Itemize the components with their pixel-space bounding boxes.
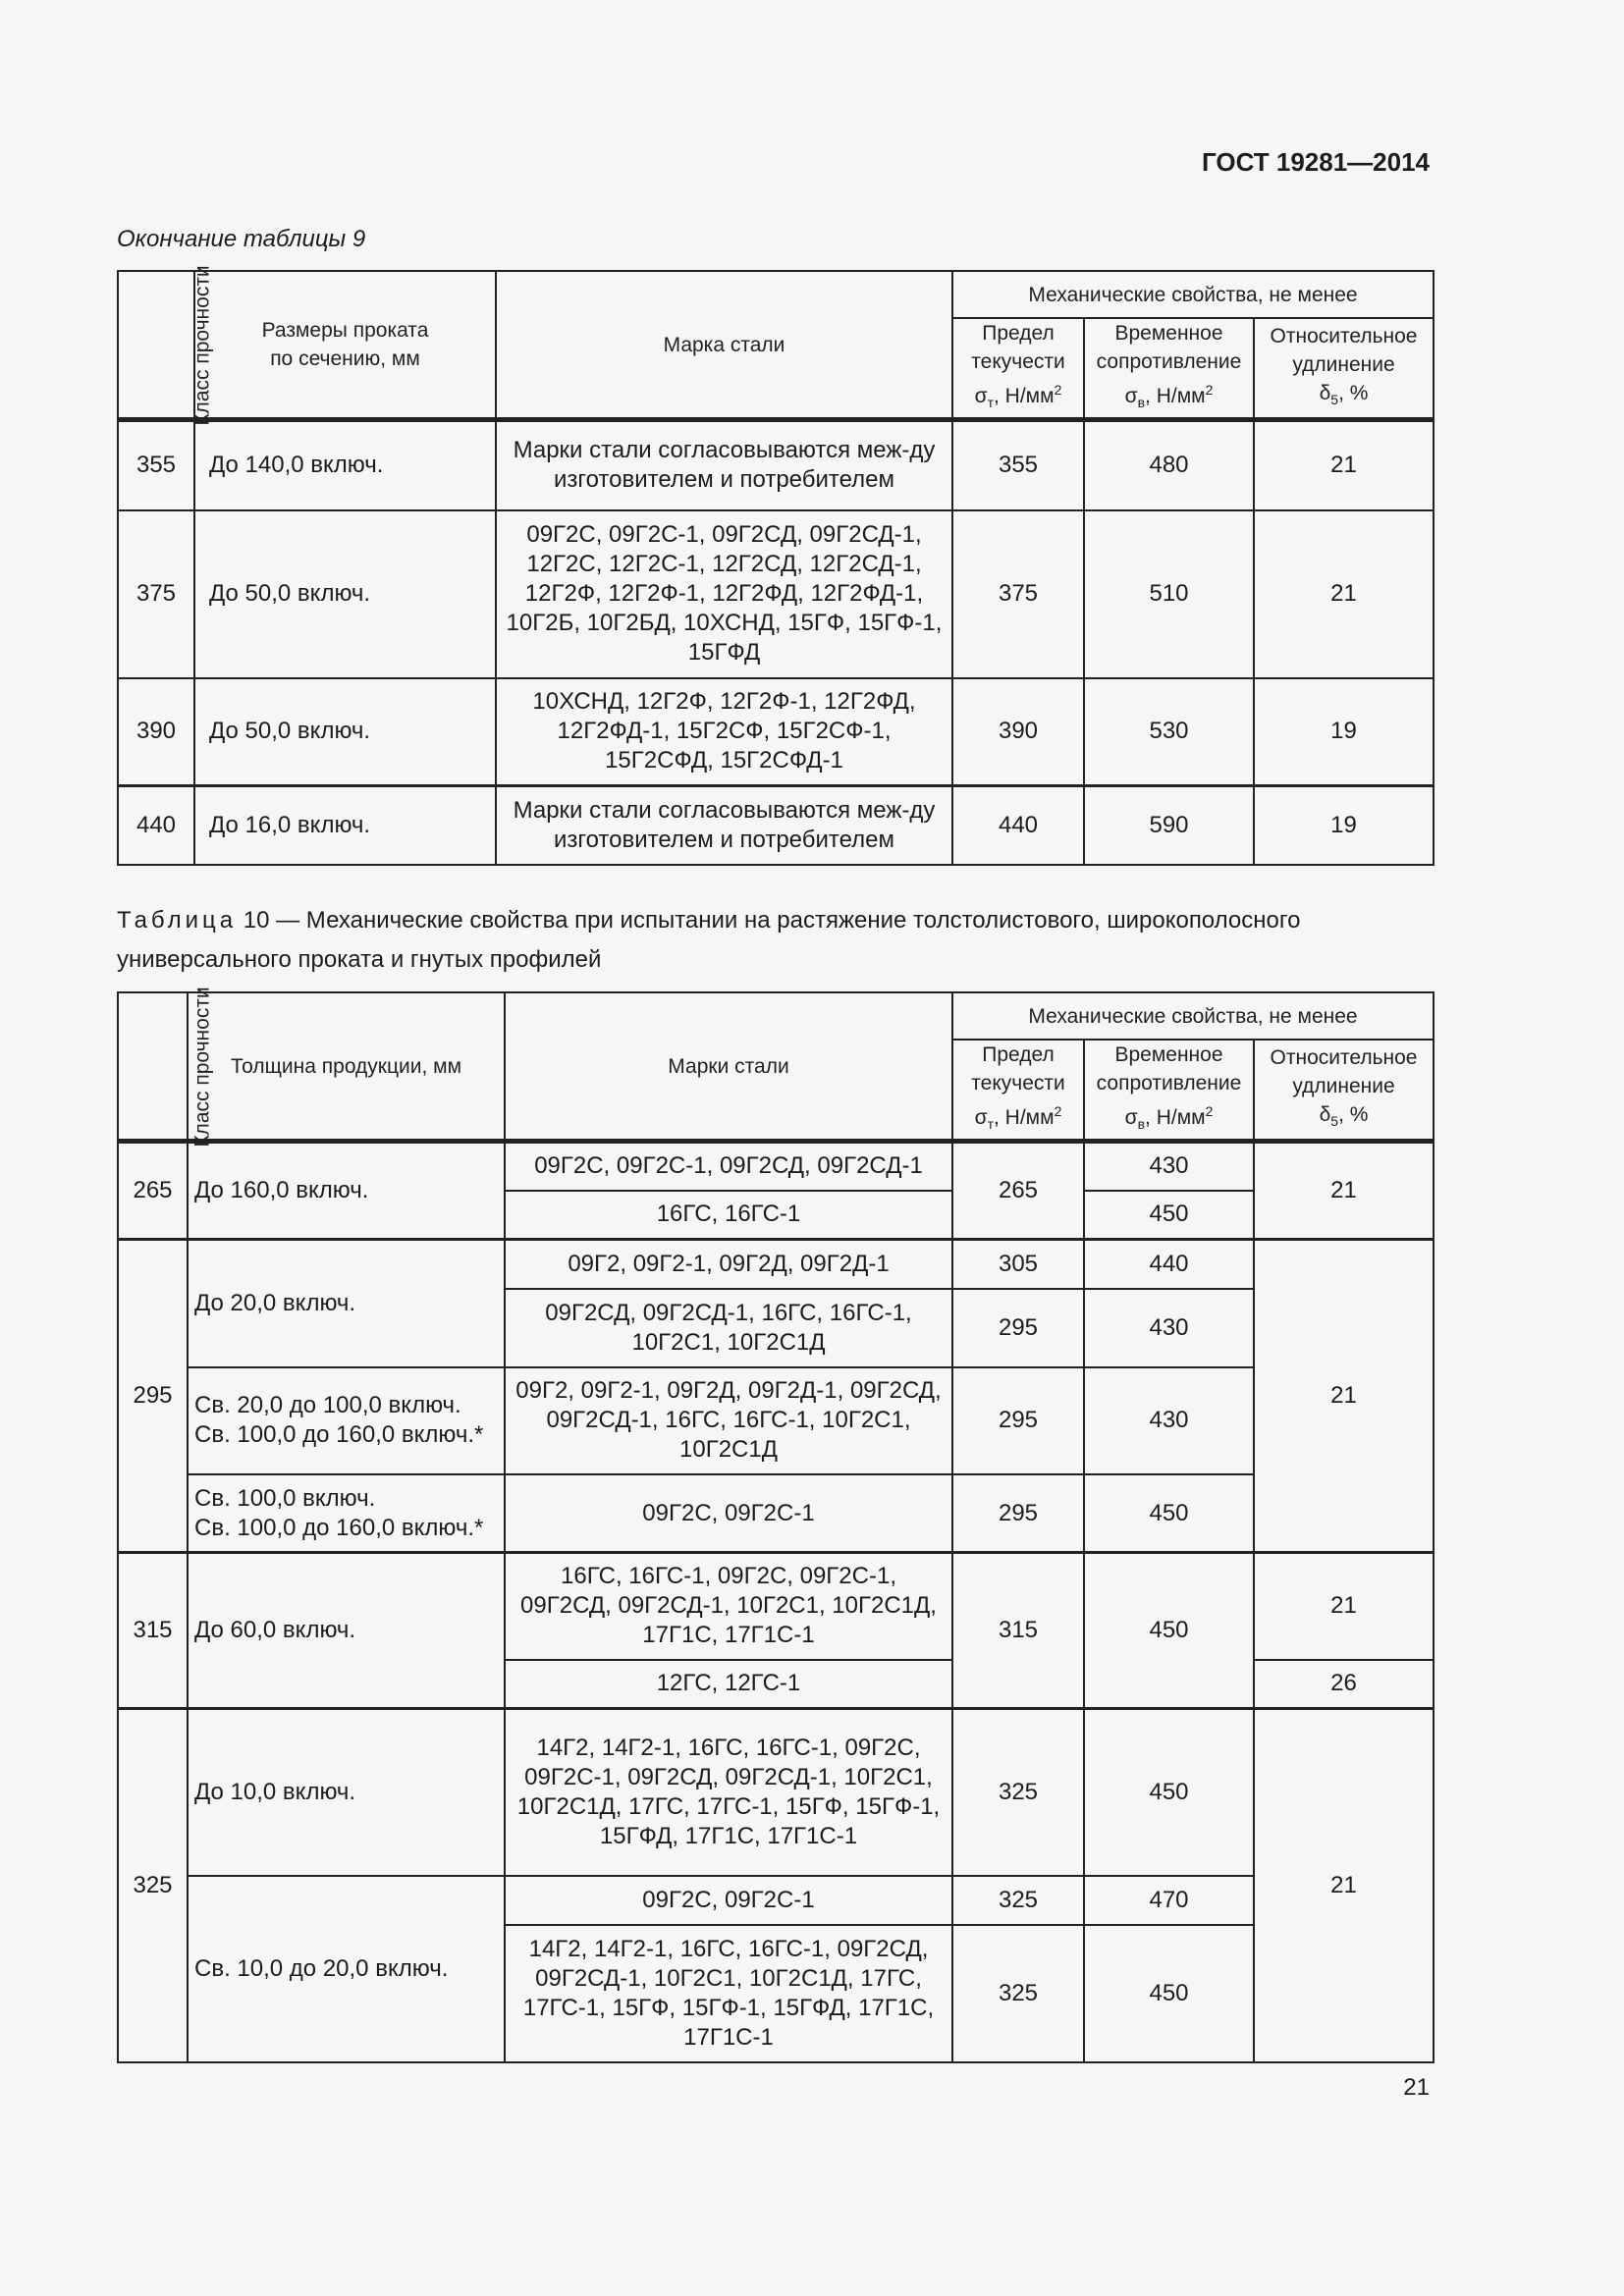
cell-grade: 14Г2, 14Г2-1, 16ГС, 16ГС-1, 09Г2С, 09Г2С-1, 09Г2СД, 09Г2СД-1, 10Г2С1, 10Г2С1Д, 17ГС, 17ГС-1, 15ГФ, 15ГФ-1, 15ГФД, 17Г1С, 17Г1С-1: [505, 1709, 952, 1876]
cell-thickness: До 160,0 включ.: [188, 1142, 505, 1240]
cell-elongation: 21: [1254, 1142, 1434, 1240]
cell-elongation: 21: [1254, 1709, 1434, 2062]
table-10: [117, 986, 1435, 2063]
cell-elongation: 26: [1254, 1660, 1434, 1709]
cell-thickness: Св. 20,0 до 100,0 включ. Св. 100,0 до 160,0 включ.*: [188, 1367, 505, 1474]
cell-class: 325: [118, 1709, 188, 2062]
table-row: [118, 420, 1434, 510]
cell-class: 355: [118, 420, 194, 510]
header-tensile: Временное сопротивление $\sigma_в$, $Н/мм^2$: [1084, 318, 1254, 420]
cell-thickness: До 60,0 включ.: [188, 1553, 505, 1709]
table-row: [118, 1876, 1434, 1925]
cell-grade: 09Г2С, 09Г2С-1, 09Г2СД, 09Г2СД-1: [505, 1142, 952, 1191]
cell-class: 295: [118, 1240, 188, 1553]
header-thickness: Толщина продукции, мм: [188, 992, 505, 1142]
table10-title: Таблица 10 — Механические свойства при испытании на растяжение толстолистового, широкополосного универсального проката и гнутых профилей: [117, 907, 1301, 973]
cell-thickness: До 20,0 включ.: [188, 1240, 505, 1367]
cell-elongation: 21: [1254, 420, 1434, 510]
cell-elongation: 21: [1254, 510, 1434, 678]
header-yield: Предел текучести $\sigma_т$, $Н/мм^2$: [952, 318, 1084, 420]
cell-thickness: Св. 10,0 до 20,0 включ.: [188, 1876, 505, 2062]
cell-yield: 325: [952, 1709, 1084, 1876]
cell-tensile: 430: [1084, 1367, 1254, 1474]
cell-size: До 50,0 включ.: [194, 510, 496, 678]
cell-class: 315: [118, 1553, 188, 1709]
header-yield: Предел текучести $\sigma_т$, $Н/мм^2$: [952, 1040, 1084, 1142]
cell-elongation: 21: [1254, 1240, 1434, 1553]
header-elongation: Относительное удлинение $\delta_5$, %: [1254, 1040, 1434, 1142]
cell-grade: 09Г2С, 09Г2С-1: [505, 1474, 952, 1553]
cell-grade: 09Г2, 09Г2-1, 09Г2Д, 09Г2Д-1, 09Г2СД, 09Г2СД-1, 16ГС, 16ГС-1, 10Г2С1, 10Г2С1Д: [505, 1367, 952, 1474]
cell-thickness: До 10,0 включ.: [188, 1709, 505, 1876]
cell-class: 440: [118, 786, 194, 865]
cell-grade: 09Г2С, 09Г2С-1, 09Г2СД, 09Г2СД-1, 12Г2С, 12Г2С-1, 12Г2СД, 12Г2СД-1, 12Г2Ф, 12Г2Ф-1, 12Г2ФД, 12Г2ФД-1, 10Г2Б, 10Г2БД, 10ХСНД, 15ГФ, 15ГФ-1, 15ГФД: [496, 510, 952, 678]
table-row: [118, 1474, 1434, 1553]
document-code: ГОСТ 19281—2014: [1202, 147, 1430, 177]
table-row: [118, 1240, 1434, 1289]
cell-grade: 12ГС, 12ГС-1: [505, 1660, 952, 1709]
cell-tensile: 450: [1084, 1474, 1254, 1553]
cell-elongation: 19: [1254, 786, 1434, 865]
table-header-row: [118, 271, 1434, 318]
header-grade: Марка стали: [496, 271, 952, 420]
cell-elongation: 21: [1254, 1553, 1434, 1660]
table-row: [118, 786, 1434, 865]
cell-class: 390: [118, 678, 194, 786]
cell-yield: 315: [952, 1553, 1084, 1709]
table-header-row: [118, 992, 1434, 1040]
table-row: [118, 1142, 1434, 1191]
table-9: [117, 264, 1435, 866]
cell-yield: 325: [952, 1925, 1084, 2062]
page-number: 21: [1403, 2074, 1430, 2101]
cell-tensile: 440: [1084, 1240, 1254, 1289]
cell-grade: 09Г2С, 09Г2С-1: [505, 1876, 952, 1925]
header-class: Класс прочности: [118, 271, 194, 420]
header-class: Класс прочности: [118, 992, 188, 1142]
cell-tensile: 450: [1084, 1553, 1254, 1709]
cell-tensile: 450: [1084, 1191, 1254, 1240]
cell-yield: 390: [952, 678, 1084, 786]
header-mech: Механические свойства, не менее: [952, 992, 1434, 1040]
cell-grade: 09Г2, 09Г2-1, 09Г2Д, 09Г2Д-1: [505, 1240, 952, 1289]
cell-yield: 355: [952, 420, 1084, 510]
cell-grade: 10ХСНД, 12Г2Ф, 12Г2Ф-1, 12Г2ФД, 12Г2ФД-1, 15Г2СФ, 15Г2СФ-1, 15Г2СФД, 15Г2СФД-1: [496, 678, 952, 786]
cell-tensile: 450: [1084, 1925, 1254, 2062]
cell-grade: Марки стали согласовываются меж-ду изготовителем и потребителем: [496, 786, 952, 865]
header-tensile: Временное сопротивление $\sigma_в$, $Н/мм^2$: [1084, 1040, 1254, 1142]
cell-tensile: 430: [1084, 1142, 1254, 1191]
cell-size: До 140,0 включ.: [194, 420, 496, 510]
cell-yield: 440: [952, 786, 1084, 865]
cell-yield: 305: [952, 1240, 1084, 1289]
cell-grade: 14Г2, 14Г2-1, 16ГС, 16ГС-1, 09Г2СД, 09Г2СД-1, 10Г2С1, 10Г2С1Д, 17ГС, 17ГС-1, 15ГФ, 15ГФ-1, 15ГФД, 17Г1С, 17Г1С-1: [505, 1925, 952, 2062]
cell-size: До 50,0 включ.: [194, 678, 496, 786]
cell-tensile: 450: [1084, 1709, 1254, 1876]
table-row: [118, 1709, 1434, 1876]
cell-size: До 16,0 включ.: [194, 786, 496, 865]
cell-yield: 295: [952, 1367, 1084, 1474]
cell-class: 265: [118, 1142, 188, 1240]
cell-tensile: 530: [1084, 678, 1254, 786]
cell-yield: 375: [952, 510, 1084, 678]
cell-tensile: 430: [1084, 1289, 1254, 1367]
cell-thickness: Св. 100,0 включ. Св. 100,0 до 160,0 включ.*: [188, 1474, 505, 1553]
table-row: [118, 1367, 1434, 1474]
table-row: [118, 510, 1434, 678]
cell-class: 375: [118, 510, 194, 678]
cell-tensile: 590: [1084, 786, 1254, 865]
table-row: [118, 1553, 1434, 1660]
table-row: [118, 678, 1434, 786]
cell-grade: Марки стали согласовываются меж-ду изготовителем и потребителем: [496, 420, 952, 510]
cell-yield: 325: [952, 1876, 1084, 1925]
cell-tensile: 510: [1084, 510, 1254, 678]
header-elongation: Относительное удлинение $\delta_5$, %: [1254, 318, 1434, 420]
header-sizes: Размеры проката по сечению, мм: [194, 271, 496, 420]
cell-tensile: 470: [1084, 1876, 1254, 1925]
cell-yield: 265: [952, 1142, 1084, 1240]
cell-grade: 09Г2СД, 09Г2СД-1, 16ГС, 16ГС-1, 10Г2С1, 10Г2С1Д: [505, 1289, 952, 1367]
cell-yield: 295: [952, 1474, 1084, 1553]
header-mech: Механические свойства, не менее: [952, 271, 1434, 318]
cell-yield: 295: [952, 1289, 1084, 1367]
table9-caption: Окончание таблицы 9: [117, 226, 366, 252]
cell-grade: 16ГС, 16ГС-1, 09Г2С, 09Г2С-1, 09Г2СД, 09Г2СД-1, 10Г2С1, 10Г2С1Д, 17Г1С, 17Г1С-1: [505, 1553, 952, 1660]
cell-elongation: 19: [1254, 678, 1434, 786]
cell-tensile: 480: [1084, 420, 1254, 510]
cell-grade: 16ГС, 16ГС-1: [505, 1191, 952, 1240]
header-grades: Марки стали: [505, 992, 952, 1142]
